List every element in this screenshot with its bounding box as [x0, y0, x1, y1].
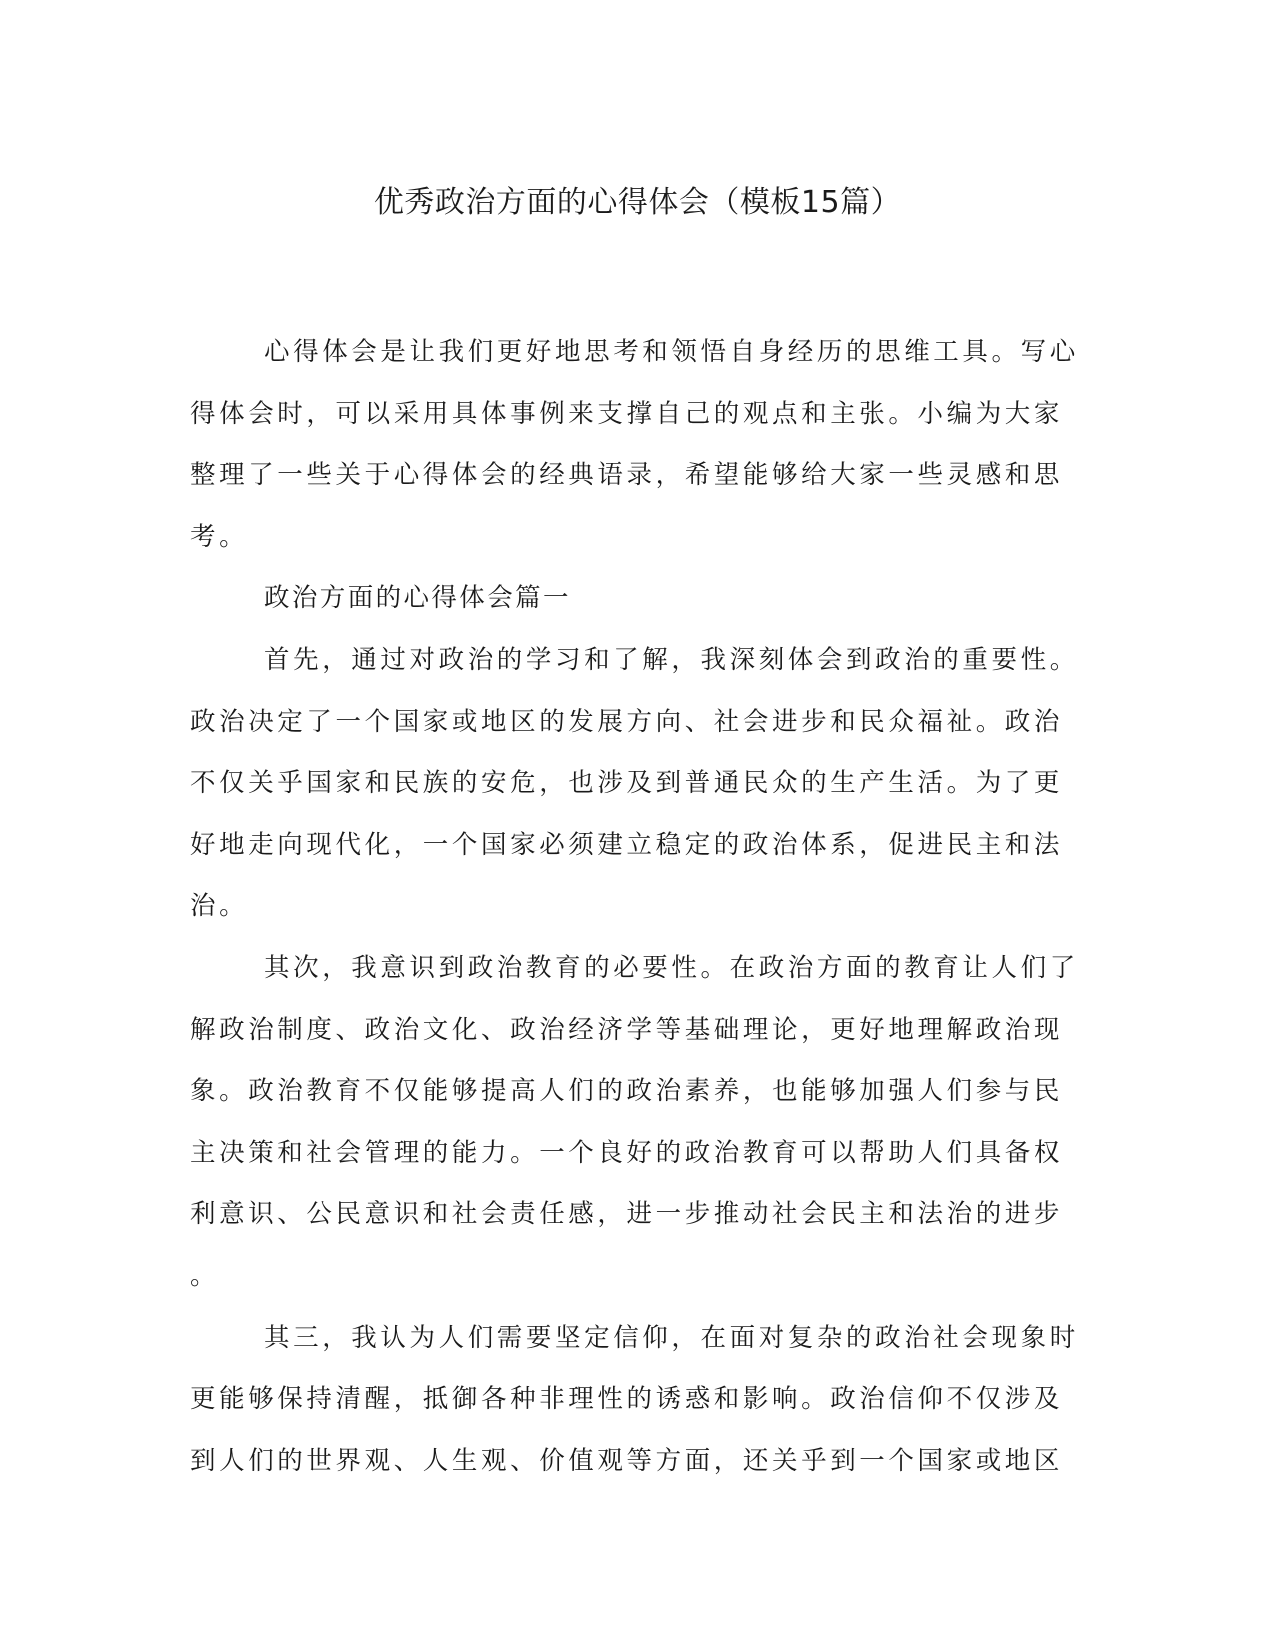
paragraph-line: 其三，我认为人们需要坚定信仰，在面对复杂的政治社会现象时	[264, 1322, 1079, 1353]
paragraph-line: 首先，通过对政治的学习和了解，我深刻体会到政治的重要性。	[264, 644, 1079, 675]
paragraph-line: 整理了一些关于心得体会的经典语录，希望能够给大家一些灵感和思	[190, 460, 1064, 491]
paragraph-line: 到人们的世界观、人生观、价值观等方面，还关乎到一个国家或地区	[190, 1445, 1064, 1476]
paragraph-line: 心得体会是让我们更好地思考和领悟自身经历的思维工具。写心	[264, 337, 1079, 367]
paragraph-line: 主决策和社会管理的能力。一个良好的政治教育可以帮助人们具备权	[190, 1137, 1064, 1168]
paragraph-line: 解政治制度、政治文化、政治经济学等基础理论，更好地理解政治现	[190, 1014, 1064, 1045]
paragraph-line: 不仅关乎国家和民族的安危，也涉及到普通民众的生产生活。为了更	[190, 768, 1064, 799]
paragraph-line: 。	[190, 1260, 220, 1291]
paragraph-line: 政治决定了一个国家或地区的发展方向、社会进步和民众福祉。政治	[190, 706, 1064, 737]
document-body	[190, 322, 1080, 1492]
paragraph-line: 治。	[190, 891, 249, 922]
paragraph-line: 得体会时，可以采用具体事例来支撑自己的观点和主张。小编为大家	[190, 398, 1064, 429]
paragraph-line: 好地走向现代化，一个国家必须建立稳定的政治体系，促进民主和法	[190, 829, 1064, 860]
section-heading-text: 政治方面的心得体会篇一	[264, 583, 571, 614]
paragraph-line: 利意识、公民意识和社会责任感，进一步推动社会民主和法治的进步	[190, 1199, 1064, 1230]
paragraph-line: 象。政治教育不仅能够提高人们的政治素养，也能够加强人们参与民	[190, 1076, 1064, 1107]
section-heading	[190, 568, 1080, 630]
paragraph-line: 其次，我意识到政治教育的必要性。在政治方面的教育让人们了	[264, 952, 1079, 983]
paragraph-line: 更能够保持清醒，抵御各种非理性的诱惑和影响。政治信仰不仅涉及	[190, 1384, 1064, 1415]
body-paragraph	[190, 1308, 1080, 1493]
document-title: 优秀政治方面的心得体会（模板15篇）	[373, 185, 902, 220]
body-paragraph	[190, 938, 1080, 1308]
paragraph-line: 考。	[190, 521, 249, 552]
body-paragraph	[190, 630, 1080, 938]
intro-paragraph	[190, 322, 1080, 568]
